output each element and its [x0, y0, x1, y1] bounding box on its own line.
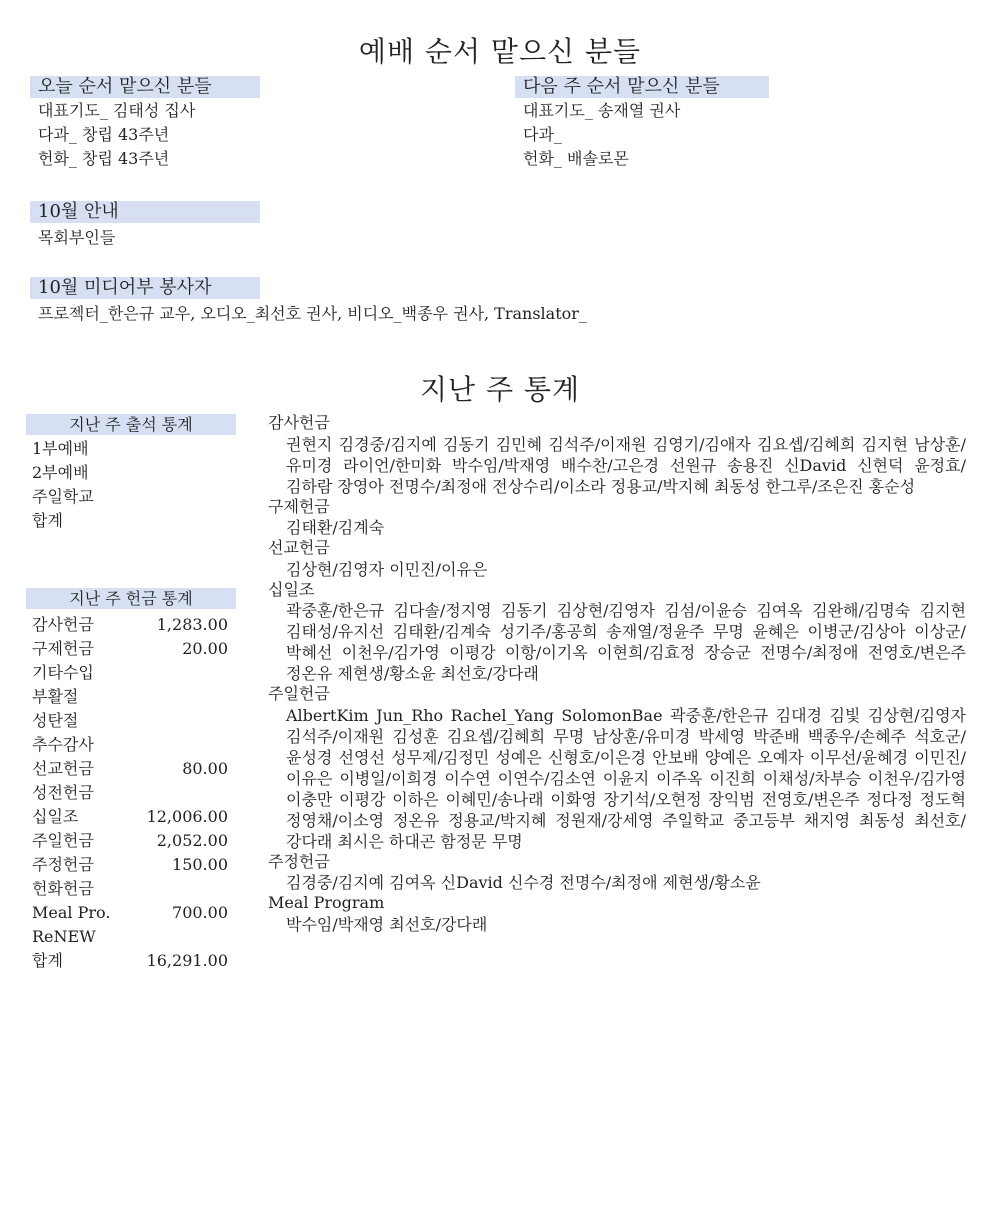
- offering-row: [32, 685, 228, 709]
- attendance-header: 지난 주 출석 통계: [26, 414, 236, 435]
- offering-label: 주일헌금: [32, 831, 94, 850]
- offering-row: [32, 661, 228, 685]
- offering-row: [32, 709, 228, 733]
- offering-row: [32, 637, 228, 661]
- donor-names: 곽중훈/한은규 김다솔/정지영 김동기 김상현/김영자 김섬/이윤승 김여옥 김완해/김명숙 김지현 김태성/유지선 김태환/김계숙 성기주/홍공희 송재열/정윤주 무명 윤혜은 이병군/김상아 이상군/박혜선 이천우/김가영 이평강 이항/이기옥 이현희/김효정 장승군 전명수/최정애 전영호/변은주 정온유 제현생/황소윤 최선호/강다래: [286, 601, 966, 683]
- attendance-row: 1부예배: [32, 439, 89, 458]
- offering-value: 2,052.00: [156, 831, 228, 850]
- offering-row: [32, 829, 228, 853]
- donor-category: 감사헌금: [268, 413, 330, 432]
- offering-label: ReNEW: [32, 927, 96, 946]
- donor-category: Meal Program: [268, 893, 385, 912]
- offering-row: [32, 925, 228, 949]
- donor-category: 십일조: [268, 579, 315, 599]
- donor-lists: [268, 413, 978, 935]
- donor-names: 박수임/박재영 최선호/강다래: [286, 914, 488, 934]
- offering-value: 1,283.00: [156, 615, 228, 634]
- offering-label: 합계: [32, 951, 63, 970]
- today-prayer: 대표기도_ 김태성 집사: [38, 101, 196, 120]
- october-notice-text: 목회부인들: [38, 228, 116, 247]
- offering-row: [32, 949, 228, 973]
- attendance-row: 주일학교: [32, 487, 94, 506]
- next-week-list: [523, 99, 680, 171]
- offering-value: 20.00: [182, 639, 228, 658]
- donor-names: AlbertKim Jun_Rho Rachel_Yang SolomonBae 곽중훈/한은규 김대경 김빛 김상현/김영자 김석주/이재원 김성훈 김요셉/김혜희 무명 남상훈/유미경 박세영 박준배 백종우/손혜주 석호군/윤성경 선영선 성무제/김정민 성예은 신형호/이은경 안보배 양예은 오예자 이무선/윤혜경 이민진/이유은 이병일/이희경 이수연 이연수/김소연 이윤지 이주옥 이진희 이채성/차부승 이천우/김가영 이충만 이평강 이하은 이혜민/송나래 이화영 장기석/오현정 장익범 전영호/변은주 정다정 정도혁 정영채/이소영 정온유 정용교/박지혜 정원재/강세영 주일학교 중고등부 채지영 최동성 최선호/강다래 최시은 하대곤 함정문 무명: [286, 705, 966, 851]
- offering-value: 80.00: [182, 759, 228, 778]
- donor-names: 김태환/김계숙: [286, 518, 385, 537]
- today-flowers: 헌화_ 창립 43주년: [38, 149, 170, 168]
- offering-header: 지난 주 헌금 통계: [26, 588, 236, 609]
- offering-row: [32, 613, 228, 637]
- page-title-stats: 지난 주 통계: [419, 373, 581, 406]
- offering-label: 기타수입: [32, 663, 94, 682]
- offering-label: 선교헌금: [32, 759, 94, 778]
- next-week-refreshments: 다과_: [523, 125, 562, 144]
- donor-category: 구제헌금: [268, 496, 330, 516]
- offering-row: [32, 733, 228, 757]
- attendance-row: 합계: [32, 511, 63, 530]
- offering-value: 16,291.00: [146, 951, 228, 970]
- offering-row: [32, 805, 228, 829]
- offering-label: 성전헌금: [32, 783, 94, 802]
- today-list: [38, 99, 195, 171]
- donor-names: 권현지 김경중/김지예 김동기 김민혜 김석주/이재원 김영기/김애자 김요셉/김혜희 김지현 남상훈/유미경 라이언/한미화 박수임/박재영 배수찬/고은경 선원규 송용진 신David 신현덕 윤정효/김하람 장영아 전명수/최정애 전상수리/이소라 정용교/박지혜 최동성 한그루/조은진 홍순성: [286, 434, 966, 496]
- offering-label: 감사헌금: [32, 615, 94, 634]
- october-media-text: 프로젝터_한은규 교우, 오디오_최선호 권사, 비디오_백종우 권사, Translator_: [38, 304, 587, 323]
- october-notice-header: 10월 안내: [30, 201, 260, 223]
- offering-label: 주정헌금: [32, 855, 94, 874]
- offering-row: [32, 853, 228, 877]
- attendance-row: 2부예배: [32, 463, 89, 482]
- next-week-prayer: 대표기도_ 송재열 권사: [523, 101, 681, 120]
- today-refreshments: 다과_ 창립 43주년: [38, 125, 170, 144]
- offering-value: 150.00: [172, 855, 228, 874]
- offering-label: 추수감사: [32, 735, 94, 754]
- page-title-service-roles: 예배 순서 맡으신 분들: [358, 35, 642, 68]
- offering-label: 성탄절: [32, 711, 79, 730]
- donor-names: 김상현/김영자 이민진/이유은: [286, 559, 488, 579]
- offering-row: [32, 757, 228, 781]
- offering-row: [32, 901, 228, 925]
- donor-category: 주정헌금: [268, 851, 330, 871]
- offering-table: [32, 613, 228, 973]
- offering-label: 부활절: [32, 687, 79, 706]
- today-header: 오늘 순서 맡으신 분들: [30, 76, 260, 98]
- donor-category: 주일헌금: [268, 684, 330, 703]
- offering-value: 12,006.00: [146, 807, 228, 826]
- offering-label: 십일조: [32, 807, 79, 826]
- october-media-header: 10월 미디어부 봉사자: [30, 277, 260, 299]
- next-week-header: 다음 주 순서 맡으신 분들: [515, 76, 769, 98]
- offering-label: 구제헌금: [32, 639, 94, 658]
- offering-row: [32, 781, 228, 805]
- offering-label: 헌화헌금: [32, 879, 94, 898]
- donor-names: 김경중/김지예 김여옥 신David 신수경 전명수/최정애 제현생/황소윤: [286, 873, 761, 892]
- offering-value: 700.00: [172, 903, 228, 922]
- attendance-table: [32, 437, 94, 533]
- next-week-flowers: 헌화_ 배솔로몬: [523, 149, 629, 168]
- offering-label: Meal Pro.: [32, 903, 111, 922]
- donor-category: 선교헌금: [268, 538, 330, 557]
- offering-row: [32, 877, 228, 901]
